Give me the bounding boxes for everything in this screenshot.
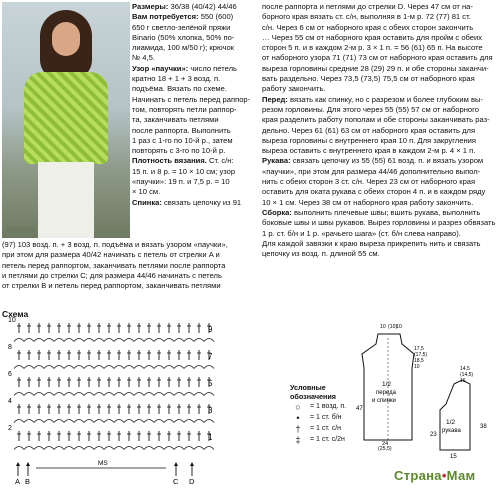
text-line: петель перед раппортом, заканчивать петлями после раппорта [2, 260, 226, 270]
stitch-mark [34, 447, 44, 450]
text-line [132, 23, 260, 33]
stitch-mark [204, 366, 214, 369]
stitch-mark [74, 393, 84, 396]
text-body: борного края вязать ст. с/н, выполняя в 1-м р. 72 (77) 81 ст. [262, 12, 471, 22]
watermark-logo [394, 468, 496, 486]
text-body: нить с обеих сторон 3 ст. с/н. Через 23 см от наборного края [262, 177, 476, 187]
row-number-even: 2 [8, 425, 12, 432]
stitch-mark [184, 393, 194, 396]
stitch-mark [14, 339, 24, 342]
stitch-mark [24, 447, 34, 450]
text-body: № 4,5. [132, 53, 155, 63]
photo-green-top [24, 72, 108, 164]
text-body: × 10 см. [132, 187, 161, 197]
stitch-mark [204, 339, 214, 342]
stitch-mark [84, 447, 94, 450]
stitch-mark [204, 420, 214, 423]
schem2-top-label: 14,5 [460, 366, 470, 372]
stitch-mark [34, 393, 44, 396]
text-line [262, 2, 498, 12]
stitch-mark [74, 366, 84, 369]
stitch-mark [104, 420, 114, 423]
text-line [262, 115, 498, 125]
stitch-mark [204, 447, 214, 450]
text-line [262, 208, 498, 218]
stitch-mark [194, 447, 204, 450]
stitch-mark [204, 393, 214, 396]
text-body: связать цепочку из 55 (55) 61 возд. п. и вязать узором [290, 156, 484, 166]
ms-label: MS [98, 460, 108, 467]
stitch-mark [124, 339, 134, 342]
text-line [132, 105, 260, 115]
stitch-mark [104, 393, 114, 396]
stitch-mark [114, 339, 124, 342]
stitch-mark [24, 393, 34, 396]
text-body: боковые швы и швы рукавов. Вырез горловины и разрез обвязать [262, 218, 496, 228]
legend-symbol: † [295, 423, 301, 434]
text-body: «паучки», при этом для размера 44/46 дополнительно выпол- [262, 166, 481, 176]
text-body: цепочку из возд. п. длиной 55 см. [262, 249, 380, 259]
text-body: том, повторять петли раппор- [132, 104, 237, 114]
stitch-mark [184, 366, 194, 369]
text-line [262, 146, 498, 156]
text-body: сторон 5 п. и в каждом 2-м р. 3 × 1 п. = 56 (61) 65 п. На высоте [262, 43, 483, 53]
stitch-mark [64, 420, 74, 423]
row-number: 5 [208, 379, 213, 388]
stitch-mark [44, 393, 54, 396]
stitch-mark [134, 447, 144, 450]
text-body: края разделить работу пополам и обе стороны заканчивать раз- [262, 115, 490, 125]
stitch-mark [14, 393, 24, 396]
photo-ground [6, 226, 36, 232]
text-line [132, 12, 260, 22]
text-body: оставить для оката рукава с обеих сторон 4 п. и в каждом ряду [262, 187, 486, 197]
stitch-mark [74, 447, 84, 450]
watermark-text-a: Страна [394, 468, 442, 483]
row-number-even: 6 [8, 371, 12, 378]
text-line [132, 136, 260, 146]
text-column-1 [132, 2, 260, 208]
photo-white-pants [38, 162, 94, 238]
text-line: от стрелки B и петель перед раппортом, заканчивать петлями [2, 281, 221, 291]
photo-face [52, 22, 80, 56]
stitch-mark [134, 339, 144, 342]
scheme-title: Схема [2, 309, 29, 319]
schem1-top-label: 10 [380, 324, 386, 330]
text-body: связать цепочку из 91 [161, 197, 242, 207]
stitch-mark [124, 366, 134, 369]
stitch-mark [134, 366, 144, 369]
text-lead: Размеры: [132, 2, 169, 11]
stitch-mark [34, 420, 44, 423]
stitch-mark [54, 393, 64, 396]
text-line [262, 136, 498, 146]
stitch-mark [174, 393, 184, 396]
text-line [132, 167, 260, 177]
text-lead: Сборка: [262, 207, 292, 217]
schem2-right-label: 38 [480, 424, 487, 430]
text-line [132, 53, 260, 63]
stitch-mark [44, 339, 54, 342]
legend-text: = 1 ст. с/2н [310, 435, 345, 443]
text-body: выреза горловины средние 28 (29) 29 п. и обе стороны заканчи- [262, 63, 489, 73]
text-body: число петель [188, 63, 238, 73]
schem1-right-label: 10 [414, 364, 420, 370]
stitch-mark [74, 420, 84, 423]
stitch-mark [144, 393, 154, 396]
row-number-even: 8 [8, 344, 12, 351]
schem1-right-label: 18,5 [414, 358, 424, 364]
text-line [262, 218, 498, 228]
text-column-2 [262, 2, 498, 259]
text-line [262, 249, 498, 259]
model-photo [2, 2, 130, 238]
text-line [132, 187, 260, 197]
text-body: та, заканчивать петлями [132, 115, 219, 125]
legend-text: = 1 возд. п. [310, 402, 347, 410]
stitch-mark [184, 420, 194, 423]
row-number: 7 [208, 352, 213, 361]
text-body: 10 × 1 см. Через 38 см от наборного края работу закончить. [262, 197, 474, 207]
schematic-sleeve [430, 364, 498, 460]
arrow-label: B [25, 477, 31, 486]
text-body: 550 (600) [198, 12, 234, 22]
schem1-label-1: 1/2 [382, 381, 392, 388]
schem2-label-1: 1/2 [446, 419, 456, 426]
text-body: с/н. Через 6 см от наборного края с обеих сторон закончить [262, 22, 474, 32]
text-line [262, 12, 498, 22]
watermark-text-b: Мам [446, 468, 476, 483]
stitch-mark [124, 447, 134, 450]
text-line: и петлями до стрелки C; для размера 44/46 начинать с петель [2, 270, 222, 280]
text-body: Для каждой завязки к краю выреза прикрепить нить и связать [262, 238, 481, 248]
text-body: подъёма. Вязать по схеме. [132, 84, 227, 94]
stitch-mark [154, 366, 164, 369]
text-line [262, 198, 498, 208]
legend-symbol: ○ [295, 401, 301, 412]
stitch-mark [164, 393, 174, 396]
stitch-mark [14, 447, 24, 450]
stitch-mark [144, 447, 154, 450]
stitch-mark [164, 339, 174, 342]
arrow-head [16, 462, 20, 466]
schem1-top-label: (10) [388, 324, 398, 330]
stitch-diagram [6, 318, 276, 484]
text-line [132, 126, 260, 136]
stitch-mark [124, 420, 134, 423]
text-line [132, 33, 260, 43]
stitch-mark [54, 447, 64, 450]
stitch-mark [64, 366, 74, 369]
legend-text: = 1 ст. с/н [310, 424, 342, 432]
text-body: … Через 55 см от наборного края оставить для пройм с обеих [262, 32, 483, 42]
stitch-mark [184, 339, 194, 342]
stitch-mark [84, 393, 94, 396]
stitch-mark [174, 366, 184, 369]
row-number: 9 [208, 325, 213, 334]
stitch-mark [94, 393, 104, 396]
text-body: резом горловины. Для этого через 55 (55) 57 см от наборного [262, 104, 479, 114]
stitch-mark [114, 366, 124, 369]
text-line [262, 156, 498, 166]
text-line [262, 74, 498, 84]
stitch-mark [154, 420, 164, 423]
text-body: Начинать с петель перед раппор- [132, 94, 251, 104]
text-line [262, 239, 498, 249]
schem2-top-label: (14,5) [460, 372, 474, 378]
row-number: 1 [208, 433, 213, 442]
stitch-mark [94, 447, 104, 450]
stitch-mark [54, 366, 64, 369]
stitch-mark [174, 420, 184, 423]
schem2-side-label: 15 [450, 454, 457, 460]
schem1-right-label: 17,5 [414, 346, 424, 352]
text-body: выполнить плечевые швы; вшить рукава, выполнить [291, 207, 481, 217]
text-body: Ст. с/н: [206, 156, 234, 166]
text-line [262, 33, 498, 43]
stitch-mark [164, 420, 174, 423]
text-body: 650 г светло-зелёной пряжи [132, 22, 231, 32]
schem2-left-label: 23 [430, 432, 437, 438]
text-body: 36/38 (40/42) 44/46 [168, 2, 237, 11]
stitch-mark [34, 366, 44, 369]
stitch-mark [164, 447, 174, 450]
arrow-head [174, 462, 178, 466]
text-line [262, 84, 498, 94]
stitch-mark [134, 420, 144, 423]
text-line [262, 167, 498, 177]
stitch-mark [134, 393, 144, 396]
text-line [262, 23, 498, 33]
text-line [132, 146, 260, 156]
schem1-bottom-2: (25,5) [378, 446, 392, 452]
text-line [132, 156, 260, 166]
schem1-label-2: переда [376, 390, 396, 396]
schem1-bottom-1: 24 [382, 441, 389, 447]
stitch-mark [194, 420, 204, 423]
text-line [132, 74, 260, 84]
arrow-head [190, 462, 194, 466]
stitch-mark [154, 393, 164, 396]
watermark-dot: • [441, 468, 447, 483]
legend-title-2: обозначения [290, 392, 336, 401]
text-line [132, 84, 260, 94]
stitch-mark [194, 366, 204, 369]
text-body: «паучки»: 19 п. и 7,5 р. = 10 [132, 177, 230, 187]
stitch-mark [154, 339, 164, 342]
schem1-left-label: 47 [356, 406, 363, 412]
text-line [132, 2, 260, 12]
text-line [262, 64, 498, 74]
schem2-outline [440, 380, 470, 450]
stitch-mark [44, 366, 54, 369]
text-line [132, 95, 260, 105]
text-lead: Спинка: [132, 197, 162, 207]
text-line [262, 187, 498, 197]
text-line: (97) 103 возд. п. + 3 возд. п. подъёма и вязать узором «паучки», [2, 240, 228, 249]
text-body: работу закончить. [262, 84, 326, 94]
schem1-label-3: и спинки [372, 398, 396, 404]
stitch-mark [14, 420, 24, 423]
text-line [262, 177, 498, 187]
row-number: 3 [208, 406, 213, 415]
text-line [262, 43, 498, 53]
stitch-mark [194, 339, 204, 342]
text-body: 1 раз с 1-го по 10-й р., затем [132, 135, 233, 145]
stitch-mark [104, 366, 114, 369]
stitch-mark [44, 420, 54, 423]
text-body: вать раздельно. Через 73,5 (73,5) 75,5 см от наборного края [262, 74, 475, 84]
schematic-front-back [356, 324, 428, 452]
stitch-mark [54, 420, 64, 423]
text-line [132, 43, 260, 53]
legend-symbol: • [296, 412, 300, 423]
text-body: дельно. Через 61 (61) 63 см от наборного края оставить для [262, 125, 476, 135]
stitch-mark [94, 366, 104, 369]
text-lead: Рукава: [262, 156, 291, 166]
schem1-top-label: 10 [396, 324, 402, 330]
legend-title-1: Условные [290, 383, 326, 392]
stitch-mark [94, 339, 104, 342]
text-line [132, 198, 260, 208]
text-body: от наборного узора 71 (71) 73 см от наборного края оставить для [262, 53, 493, 63]
text-lead: Вам потребуется: [132, 12, 199, 22]
text-body: выреза горловины с внутреннего края 10 п. Для закругления [262, 135, 476, 145]
stitch-mark [154, 447, 164, 450]
text-body: после раппорта. Выполнить [132, 125, 231, 135]
text-line [132, 115, 260, 125]
text-body: лиамида, 100 м/50 г); крючок [132, 43, 234, 53]
text-wide-block [2, 240, 262, 291]
text-line [132, 177, 260, 187]
text-line [262, 95, 498, 105]
text-line: при этом для размера 40/42 начинать с петель от стрелки A и [2, 250, 220, 260]
stitch-mark [64, 393, 74, 396]
stitch-mark [174, 447, 184, 450]
stitch-mark [184, 447, 194, 450]
text-lead: Перед: [262, 94, 288, 104]
stitch-mark [84, 420, 94, 423]
legend-symbol: ‡ [295, 434, 301, 445]
stitch-mark [174, 339, 184, 342]
stitch-mark [114, 447, 124, 450]
stitch-mark [24, 339, 34, 342]
stitch-mark [34, 339, 44, 342]
stitch-mark [24, 420, 34, 423]
text-lead: Плотность вязания. [132, 156, 207, 166]
stitch-mark [114, 393, 124, 396]
arrow-label: D [189, 477, 195, 486]
stitch-mark [94, 420, 104, 423]
stitch-mark [14, 366, 24, 369]
row-number-even: 10 [8, 317, 16, 324]
stitch-mark [44, 447, 54, 450]
stitch-mark [124, 393, 134, 396]
text-line [262, 53, 498, 63]
text-body: 15 п. и 8 р. = 10 × 10 см; узор [132, 166, 236, 176]
text-line [262, 105, 498, 115]
text-body: кратно 18 + 1 + 3 возд. п. [132, 74, 221, 84]
stitch-mark [164, 366, 174, 369]
arrow-label: C [173, 477, 179, 486]
stitch-mark [84, 339, 94, 342]
schem1-right-label: (17,5) [414, 352, 428, 358]
stitch-mark [114, 420, 124, 423]
stitch-mark [104, 447, 114, 450]
arrow-label: A [15, 477, 21, 486]
schem2-top-label: 16 [460, 378, 466, 384]
stitch-mark [144, 420, 154, 423]
text-body: вязать как спинку, но с разрезом и более глубоким вы- [287, 94, 483, 104]
text-lead: Узор «паучки»: [132, 63, 189, 73]
stitch-mark [84, 366, 94, 369]
text-body: 1 р. ст. б/н и 1 р. «рачьего шага» (ст. б/н слева направо). [262, 228, 461, 238]
stitch-mark [24, 366, 34, 369]
arrow-head [26, 462, 30, 466]
stitch-mark [144, 339, 154, 342]
stitch-mark [64, 339, 74, 342]
text-line [262, 126, 498, 136]
text-line [262, 229, 498, 239]
text-body: выреза оставить с внутреннего края в каждом 2-м р. 4 × 1 п. [262, 146, 476, 156]
text-line [132, 64, 260, 74]
schem2-label-2: рукава [442, 428, 461, 434]
stitch-mark [74, 339, 84, 342]
stitch-mark [64, 447, 74, 450]
row-number-even: 4 [8, 398, 12, 405]
text-body: Binario (50% хлопка, 50% по- [132, 32, 235, 42]
stitch-mark [104, 339, 114, 342]
legend-text: = 1 ст. б/н [310, 413, 342, 421]
text-body: повторять с 3-го по 10-й р. [132, 146, 226, 156]
stitch-mark [144, 366, 154, 369]
stitch-mark [54, 339, 64, 342]
stitch-mark [194, 393, 204, 396]
text-body: после раппорта и петлями до стрелки D. Через 47 см от на- [262, 2, 473, 11]
